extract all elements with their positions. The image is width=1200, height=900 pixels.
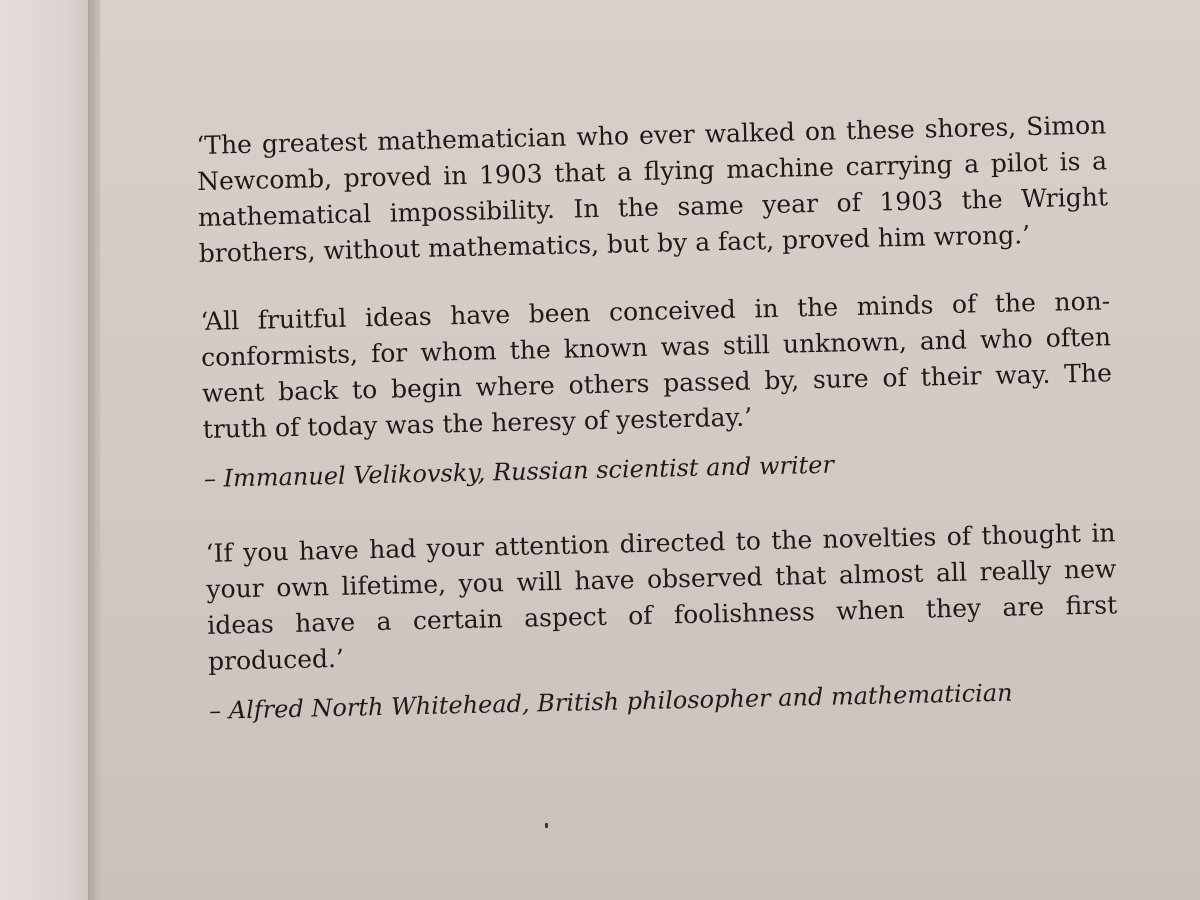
quote-whitehead: ‘If you have had your attention directed to the novelties of thought in your own lifetime, you will have observed that almost all really new ideas have a certain aspect of foolishness when they are first produced.’ <box>205 518 1118 676</box>
quote-newcomb: ‘The greatest mathematician who ever walked on these shores, Simon Newcomb, proved in 1903 that a flying machine carrying a pilot is a mathematical impossibility. In the same year of 1903 the Wright brothers, without mathematics, but by a fact, proved him wrong.’ <box>196 110 1109 268</box>
attribution-velikovsky: – Immanuel Velikovsky, Russian scientist and writer <box>203 450 835 493</box>
attribution-whitehead: – Alfred North Whitehead, British philosopher and mathematician <box>208 678 1013 725</box>
quote-block <box>196 107 1120 767</box>
book-gutter <box>88 0 102 900</box>
quote-velikovsky: ‘All fruitful ideas have been conceived in the minds of the non-conformists, for whom the known was still unknown, and who often went back to begin where others passed by, sure of their way. The truth of today was the heresy of yesterday.’ <box>200 286 1113 444</box>
ink-mark <box>545 823 548 828</box>
left-page <box>0 0 92 900</box>
